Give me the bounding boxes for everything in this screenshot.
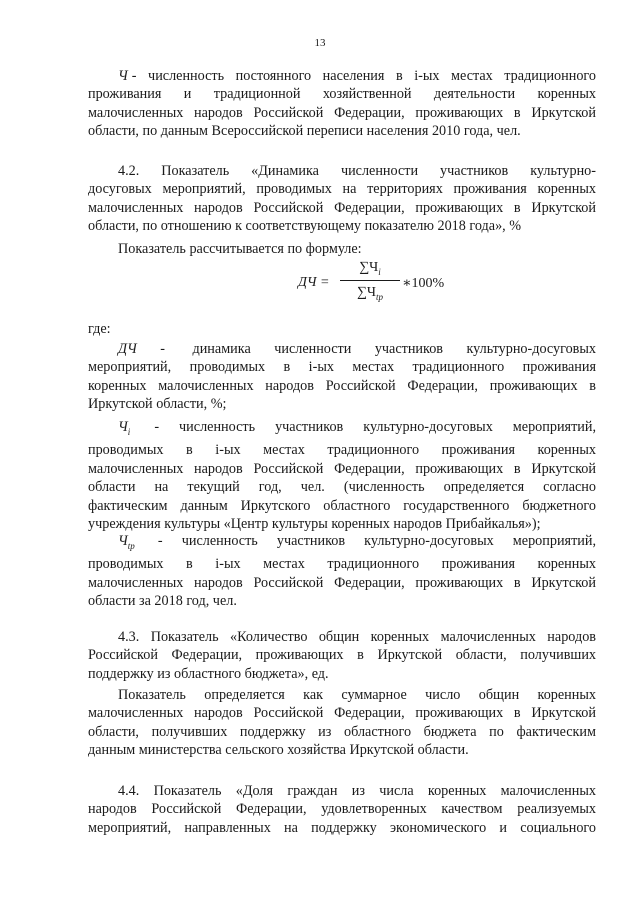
text-line: малочисленных народов Российской Федерации, проживающих в Иркутской: [88, 705, 596, 722]
definition-ch-i: [88, 418, 596, 533]
symbol-ch-tr: $Ч_{tр}$: [118, 533, 135, 551]
text-line: $Ч_{tр}$ - численность участников культурно-досуговых мероприятий,: [118, 533, 597, 551]
text-line: данным министерства сельского хозяйства Иркутской области.: [88, 742, 469, 759]
text-line: Показатель рассчитывается по формуле:: [118, 241, 362, 257]
text-line: 4.4. Показатель «Доля граждан из числа коренных малочисленных: [118, 783, 596, 799]
where-label: [88, 320, 596, 338]
definition-ch-tr: [88, 532, 596, 611]
text-line: области на текущий год, чел. (численность определяется согласно: [88, 479, 596, 496]
definition-population: [88, 67, 596, 141]
section-4-3: [88, 628, 596, 683]
text-line: мероприятий, направленных на поддержку экономического и социального: [88, 819, 596, 836]
symbol-dch: ДЧ -: [118, 341, 166, 357]
text-line: ДЧ - динамика численности участников культурно-досуговых: [118, 341, 597, 357]
text-line: области за 2018 год, чел.: [88, 593, 237, 610]
text-line: досуговых мероприятий, проводимых на территориях проживания коренных: [88, 181, 596, 198]
text-line: где:: [88, 321, 111, 337]
text-line: проживания и традиционной хозяйственной деятельности коренных: [88, 86, 596, 103]
symbol-ch: Ч: [118, 68, 128, 84]
text-line: области, по отношению к соответствующему показателю 2018 года», %: [88, 218, 522, 235]
text-line: области, по данным Всероссийской переписи населения 2010 года, чел.: [88, 123, 521, 140]
text-line: народов Российской Федерации, удовлетворенных качеством реализуемых: [88, 801, 596, 818]
formula-rhs: ∗100%: [402, 276, 445, 291]
text-line: проводимых в i-ых местах традиционного проживания коренных: [88, 442, 596, 459]
formula-numerator: $\sum Ч_i$: [359, 260, 381, 277]
definition-dch: [88, 340, 596, 414]
formula-lhs: ДЧ =: [298, 275, 330, 290]
section-4-4: [88, 782, 596, 837]
section-4-3-method: [88, 686, 596, 760]
formula-denominator: $\sum Ч_{tр}$: [356, 285, 384, 302]
symbol-ch-i: $Ч_i$: [118, 419, 131, 437]
text-line: Российской Федерации, проживающих в Иркутской области, получивших: [88, 647, 596, 664]
text-line: малочисленных народов Российской Федерации, проживающих в Иркутской: [88, 460, 596, 477]
text-line: 4.2. Показатель «Динамика численности участников культурно-: [118, 163, 596, 179]
text-line: малочисленных народов Российской Федерации, проживающих в Иркутской: [88, 574, 596, 591]
section-4-2: [88, 162, 596, 236]
text-line: малочисленных народов Российской Федерации, проживающих в Иркутской: [88, 199, 596, 216]
text-line: Показатель определяется как суммарное число общин коренных: [118, 687, 596, 703]
formula: [298, 255, 498, 311]
fraction-bar: [340, 280, 400, 281]
page-number: 13: [314, 37, 326, 49]
text-line: $Ч_i$ - численность участников культурно-досуговых мероприятий,: [118, 419, 596, 437]
text-line: проводимых в i-ых местах традиционного проживания коренных: [88, 556, 596, 573]
text-line: Иркутской области, %;: [88, 396, 227, 413]
text-line: фактическим данным Иркутского областного государственного бюджетного: [88, 497, 596, 514]
text-line: коренных малочисленных народов Российской Федерации, проживающих в: [88, 377, 596, 394]
text-line: мероприятий, проводимых в i-ых местах традиционного проживания: [88, 359, 596, 376]
text-line: малочисленных народов Российской Федерации, проживающих в Иркутской: [88, 104, 596, 121]
formula-fraction: [340, 257, 400, 304]
text-line: области, получивших поддержку из областного бюджета по фактическим: [88, 723, 596, 740]
text-line: Ч - численность постоянного населения в i-ых местах традиционного: [118, 68, 596, 84]
text-line: поддержку из областного бюджета», ед.: [88, 665, 329, 682]
text-line: 4.3. Показатель «Количество общин коренных малочисленных народов: [118, 629, 596, 645]
text-line: учреждения культуры «Центр культуры коренных народов Прибайкалья»);: [88, 516, 541, 533]
